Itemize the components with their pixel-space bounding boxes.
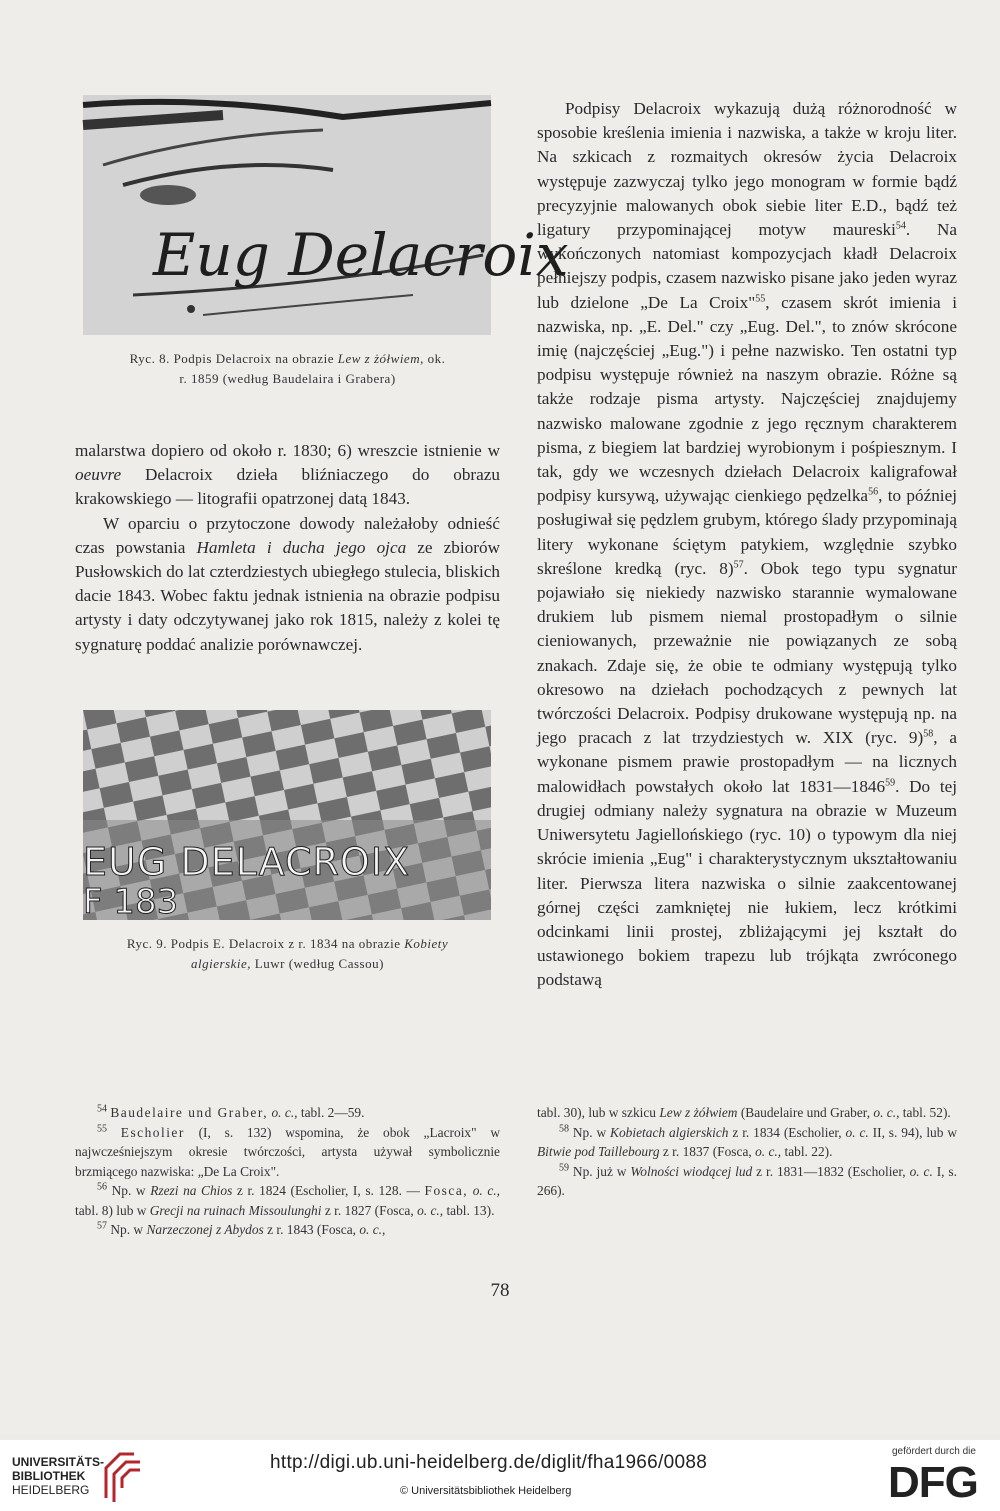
caption-text: Luwr (według Cassou) xyxy=(251,955,384,971)
dfg-funding-label: gefördert durch die xyxy=(892,1446,976,1457)
caption-title: algierskie, xyxy=(191,955,252,971)
caption-text: r. 1859 (według Baudelaira i Grabera) xyxy=(179,371,396,386)
caption-text: Ryc. 9. Podpis E. Delacroix z r. 1834 na obrazie xyxy=(126,935,401,951)
figure-8-signature: Eug Delacroix xyxy=(153,221,569,289)
right-column xyxy=(537,97,957,993)
caption-title: Lew z żółwiem xyxy=(337,351,421,366)
footnotes-left xyxy=(75,1103,500,1240)
figure-8-image xyxy=(83,95,569,335)
logo-line: BIBLIOTHEK xyxy=(12,1469,86,1483)
left-paragraph-2: W oparciu o przytoczone dowody należałoby odnieść czas powstania Hamleta i ducha jego ojca ze zbiorów Pusłowskich do lat czterdziestych ubiegłego stulecia, bliskich dacie 1843. Wobec faktu jednak istnienia na obrazie podpisu artysty i daty odczytywanej jako rok 1815, należy z kolei tę sygnaturę poddać analizie porównawczej. xyxy=(75,513,500,654)
library-logo-icon xyxy=(100,1448,142,1504)
source-url-link[interactable]: http://digi.ub.uni-heidelberg.de/diglit/fha1966/0088 xyxy=(270,1452,708,1473)
caption-text: , ok. xyxy=(420,351,446,366)
footnote-55: $^{55}$ Escholier (I, s. 132) wspomina, że obok „Lacroix" w najwcześniejszym okresie twórczości, artysta używał symbolicznie brzmiącego nazwiska: „De La Croix". xyxy=(75,1123,500,1179)
footnote-57-continued: tabl. 30), lub w szkicu Lew z żółwiem (Baudelaire und Graber, o. c., tabl. 52). xyxy=(537,1105,951,1120)
figure-9-caption xyxy=(75,934,500,974)
figure-8-caption xyxy=(75,349,500,389)
footnotes-right xyxy=(537,1103,957,1201)
figure-9-signature: EUG DELACROIX xyxy=(83,839,411,884)
footnote-54: $^{54}$ Baudelaire und Graber, o. c., tabl. 2—59. xyxy=(97,1103,365,1120)
right-paragraph: Podpisy Delacroix wykazują dużą różnorodność w sposobie kreślenia imienia i nazwiska, a także w kroju liter. Na szkicach z rozmaitych okresów życia Delacroix występuje zazwyczaj tylko jego monogram w formie bądź precyzyjnie malowanych obok siebie liter E.D., bądź też ligatury przypominającej motyw maureski$^{54}$. Na wykończonych natomiast kompozycjach kładł Delacroix pełniejszy podpis, czasem nazwisko pisane jako jeden wyraz lub dzielone „De La Croix"$^{55}$, czasem skrót imienia i nazwiska, np. „E. Del." czy „Eug. Del.", to znów skrócone imię (najczęściej „Eug.") i pełne nazwisko. Ten ostatni typ podpisu występuje również na naszym obrazie. Różne są także rodzaje pisma artysty. Najczęściej znajdujemy nazwisko malowane zgodnie z jego ręcznym charakterem pisma, z biegiem lat bardziej wyrobionym i pośpiesznym. I tak, gdy we wczesnych dziełach Delacroix kaligrafował podpisy kursywą, używając cienkiego pędzelka$^{56}$, to później posługiwał się pędzlem grubym, którego ślady przypominają litery wykonane ściętym patykiem, względnie szybko skreślone kredką (ryc. 8)$^{57}$. Obok tego typu sygnatur pojawiało się niekiedy nazwisko starannie wymalowane drukiem lub pismem niemal prostopadłym o silnie cieniowanych, przeważnie nie powiązanych ze sobą znakach. Zdaje się, że obie te odmiany występują tylko okresowo na dziełach pochodzących z pewnych lat twórczości Delacroix. Podpisy drukowane występują np. na jego pracach z lat trzydziestych w. XIX (ryc. 9)$^{58}$, a wykonane pismem prawie prostopadłym — na licznych malowidłach powstałych około lat 1831—1846$^{59}$. Do tej drugiej odmiany należy sygnatura na obrazie w Muzeum Uniwersytetu Jagiellońskiego (ryc. 10) o typowym dla niej skrócie imienia „Eug" i charakterystycznym ukształtowaniu liter. Pierwsza litera nazwiska o silnie zaakcentowanej górnej części zamkniętej nie łukiem, lecz krótkimi odcinkami linii prostej, zbliżającymi jej kształt do ustawionego bokiem trapezu lub trójkąta zwróconego podstawą xyxy=(537,99,958,990)
logo-line: HEIDELBERG xyxy=(12,1483,90,1497)
footer-bar xyxy=(0,1440,1000,1511)
figure-9 xyxy=(75,710,500,974)
page-number: 78 xyxy=(490,1280,510,1301)
footnote-57: $^{57}$ Np. w Narzeczonej z Abydos z r. 1843 (Fosca, o. c., xyxy=(97,1220,386,1237)
checkered-painting xyxy=(83,710,491,920)
logo-line: UNIVERSITÄTS- xyxy=(12,1455,105,1469)
dfg-logo[interactable]: DFG xyxy=(888,1458,978,1507)
caption-text: Ryc. 8. Podpis Delacroix na obrazie xyxy=(129,351,334,366)
university-library-logo-text[interactable] xyxy=(12,1455,104,1497)
left-paragraph-1: malarstwa dopiero od około r. 1830; 6) wreszcie istnienie w oeuvre Delacroix dzieła bliźniaczego do obrazu krakowskiego — litografii opatrzonej datą 1843. xyxy=(75,441,500,509)
left-column xyxy=(75,95,569,974)
signature-sketch xyxy=(83,95,569,335)
figure-9-image xyxy=(83,710,491,920)
footnote-56: $^{56}$ Np. w Rzezi na Chios z r. 1824 (Escholier, I, s. 128. — Fosca, o. c., tabl. 8) lub w Grecji na ruinach Missoulunghi z r. 1827 (Fosca, o. c., tabl. 13). xyxy=(75,1181,500,1218)
figure-9-signature-year: F 183 xyxy=(83,881,179,922)
caption-title: Kobiety xyxy=(404,935,449,951)
footnote-58: $^{58}$ Np. w Kobietach algierskich z r. 1834 (Escholier, o. c. II, s. 94), lub w Bitwie pod Taillebourg z r. 1837 (Fosca, o. c., tabl. 22). xyxy=(537,1123,957,1159)
copyright-text: © Universitätsbibliothek Heidelberg xyxy=(400,1485,572,1497)
footnote-59: $^{59}$ Np. już w Wolności wiodącej lud z r. 1831—1832 (Escholier, o. c. I, s. 266). xyxy=(537,1162,957,1198)
